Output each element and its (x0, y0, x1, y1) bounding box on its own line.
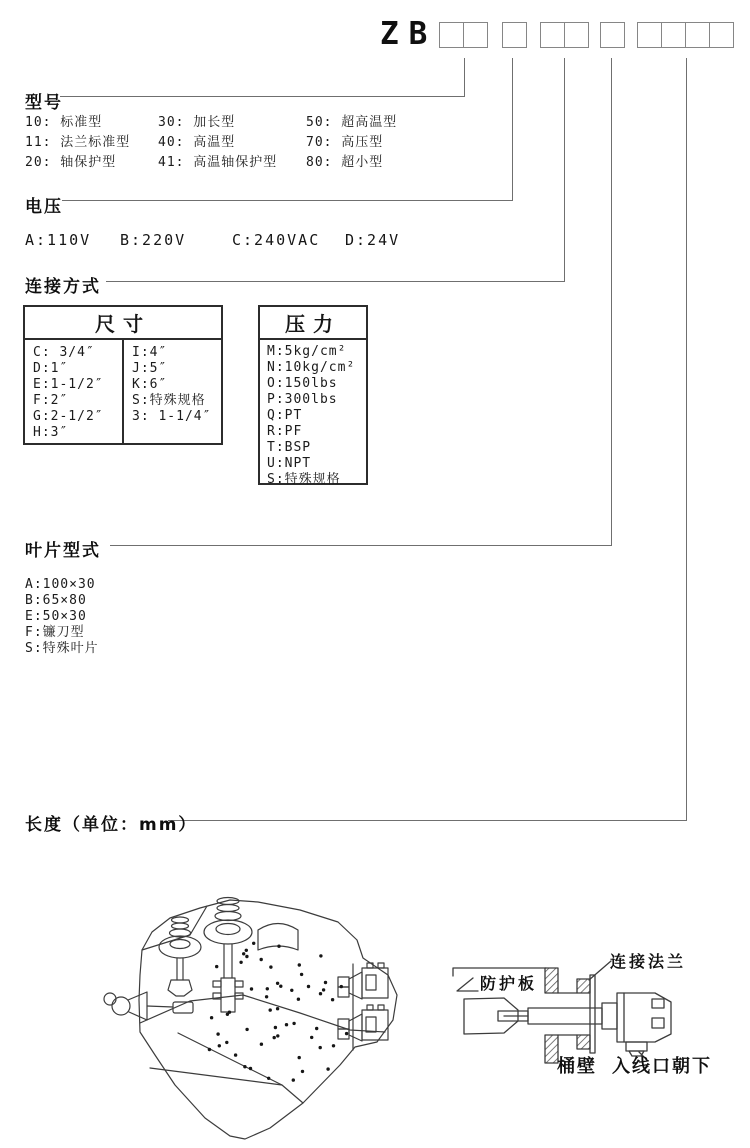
angle-icon (457, 978, 478, 991)
voltage-option: D:24V (345, 231, 401, 249)
size-option: G:2-1/2″ (33, 409, 104, 424)
leader-line-blade (611, 58, 612, 545)
model-option: 80: 超小型 (306, 155, 384, 170)
pressure-option: N:10kg/cm² (267, 360, 356, 375)
size-table-col1 (25, 340, 124, 445)
pressure-option: U:NPT (267, 456, 312, 471)
size-table-title: 尺寸 (25, 307, 221, 340)
pressure-option: P:300lbs (267, 392, 338, 407)
code-box (709, 22, 734, 48)
model-option: 30: 加长型 (158, 115, 236, 130)
label-barrel-wall: 桶壁 (557, 1056, 597, 1077)
blade-option: S:特殊叶片 (25, 641, 99, 656)
shaft-and-paddle (464, 998, 602, 1034)
pressure-option: M:5kg/cm² (267, 344, 347, 359)
section-title-blade: 叶片型式 (25, 541, 101, 561)
blade-option: B:65×80 (25, 593, 87, 608)
label-guard-plate: 防护板 (480, 974, 538, 993)
model-options-list (25, 111, 476, 171)
label-connection-flange: 连接法兰 (610, 952, 687, 971)
side-level-switch-upper (338, 963, 388, 999)
side-level-switch-lower (338, 1005, 388, 1041)
model-option: 41: 高温轴保护型 (158, 155, 278, 170)
code-box-group-voltage (502, 22, 527, 48)
model-option: 11: 法兰标准型 (25, 135, 131, 150)
code-box (637, 22, 662, 48)
leader-line-length (686, 58, 687, 820)
size-option: I:4″ (132, 345, 168, 360)
barrel-wall (545, 968, 577, 1063)
size-option: E:1-1/2″ (33, 377, 104, 392)
cable-entry (626, 1042, 647, 1051)
code-box-group-connection (540, 22, 589, 48)
leader-line-blade-h (110, 545, 612, 546)
model-option: 50: 超高温型 (306, 115, 398, 130)
code-box (564, 22, 589, 48)
leader-line-length-h (168, 820, 687, 821)
code-box-group-model (439, 22, 488, 48)
leader-line-voltage (512, 58, 513, 200)
code-box (439, 22, 464, 48)
pressure-option: R:PF (267, 424, 303, 439)
connection-flange (577, 975, 595, 1053)
section-title-length: 长度（单位：mm） (25, 815, 198, 835)
section-title-voltage: 电压 (25, 197, 63, 217)
blade-option: F:镰刀型 (25, 625, 85, 640)
pressure-table-rows (260, 340, 366, 488)
voltage-option: B:220V (120, 231, 187, 249)
product-code-prefix: ZB (380, 16, 438, 52)
code-box-group-length (637, 22, 734, 48)
model-option: 70: 高压型 (306, 135, 384, 150)
size-option: S:特殊规格 (132, 393, 206, 408)
blade-option: E:50×30 (25, 609, 87, 624)
size-table-col2 (124, 340, 221, 445)
leader-line-voltage-h (62, 200, 513, 201)
section-title-model: 型号 (25, 93, 63, 113)
size-table (23, 305, 223, 445)
voltage-option: A:110V (25, 231, 92, 249)
hopper-cutaway-illustration (95, 880, 425, 1148)
size-option: D:1″ (33, 361, 69, 376)
pressure-option: O:150lbs (267, 376, 338, 391)
size-option: C: 3/4″ (33, 345, 95, 360)
pressure-table (258, 305, 368, 485)
size-option: K:6″ (132, 377, 168, 392)
blade-options-list (25, 577, 99, 657)
top-level-switch-small (159, 917, 201, 996)
pressure-option: Q:PT (267, 408, 303, 423)
switch-body (602, 993, 671, 1056)
code-box (502, 22, 527, 48)
voltage-option: C:240VAC (232, 231, 321, 249)
size-option: J:5″ (132, 361, 168, 376)
leader-line-connection-h (106, 281, 565, 282)
pressure-option: T:BSP (267, 440, 312, 455)
label-cable-entry-down: 入线口朝下 (612, 1056, 712, 1077)
size-option: F:2″ (33, 393, 69, 408)
material-dots (208, 942, 349, 1082)
code-box (685, 22, 710, 48)
code-box (661, 22, 686, 48)
code-box-group-blade (600, 22, 625, 48)
code-box (540, 22, 565, 48)
pressure-table-title: 压力 (260, 307, 366, 340)
section-title-connection: 连接方式 (25, 277, 101, 297)
paddle (168, 980, 192, 996)
model-option: 40: 高温型 (158, 135, 236, 150)
leader-line-model-h (60, 96, 465, 97)
model-option: 20: 轴保护型 (25, 155, 117, 170)
model-option: 10: 标准型 (25, 115, 103, 130)
blade-option: A:100×30 (25, 577, 96, 592)
pressure-option: S:特殊规格 (267, 472, 341, 487)
leader-line-model (464, 58, 465, 96)
size-option: 3: 1-1/4″ (132, 409, 212, 424)
voltage-options-list (0, 231, 750, 251)
code-box (463, 22, 488, 48)
code-box (600, 22, 625, 48)
size-option: H:3″ (33, 425, 69, 440)
